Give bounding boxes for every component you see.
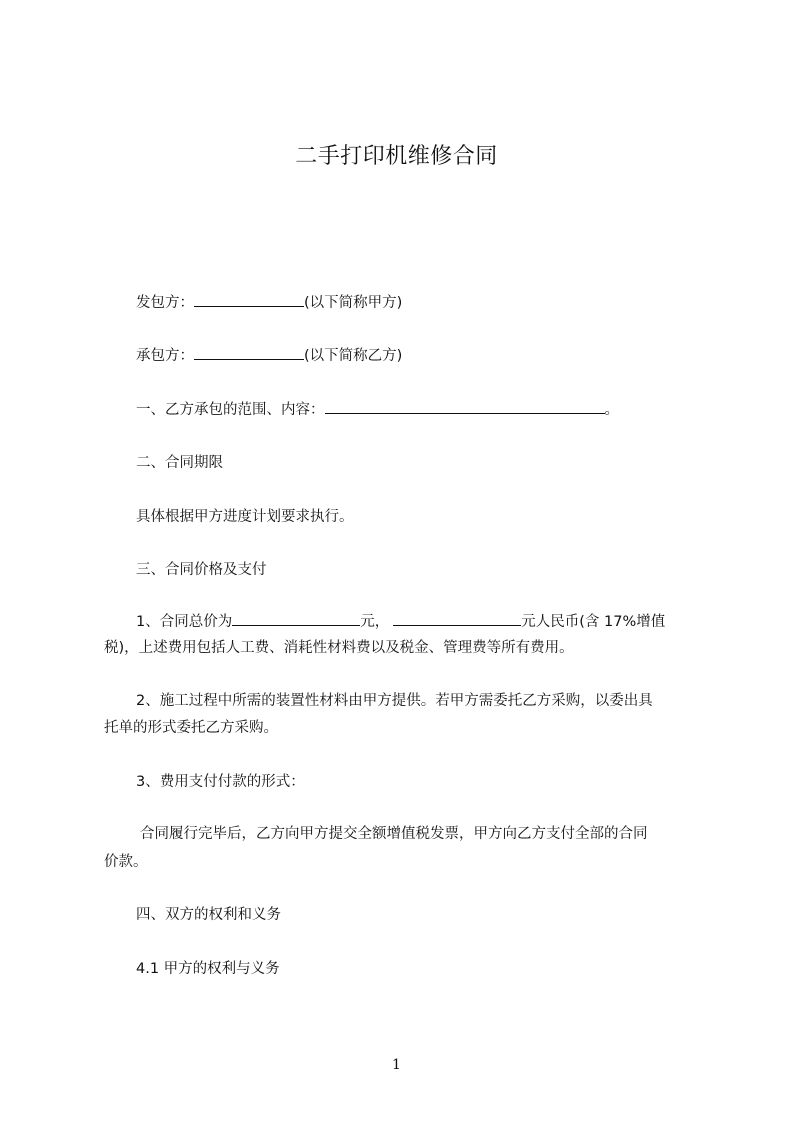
payment-line1: 合同履行完毕后，乙方向甲方提交全额增值税发票，甲方向乙方支付全部的合同	[140, 826, 648, 842]
section3-heading: 三、合同价格及支付	[136, 562, 267, 578]
item1-suffix: 元人民币(含 17%增值	[521, 614, 666, 630]
party-a-blank	[194, 292, 304, 307]
party-b-line	[136, 345, 402, 366]
party-b-blank	[194, 345, 304, 360]
section1-blank	[325, 399, 605, 414]
page-number: 1	[392, 1057, 401, 1073]
item1-prefix: 1、合同总价为	[136, 614, 233, 630]
item1-mid: 元，	[360, 614, 390, 630]
party-a-suffix: (以下简称甲方)	[304, 295, 403, 311]
section2-body: 具体根据甲方进度计划要求执行。	[136, 509, 354, 525]
section2-heading: 二、合同期限	[136, 455, 223, 471]
section3-item2-line1: 2、施工过程中所需的装置性材料由甲方提供。若甲方需委托乙方采购，以委出具	[136, 693, 653, 709]
section3-item1-line1	[136, 611, 665, 632]
party-b-suffix: (以下简称乙方)	[304, 348, 403, 364]
total-price-rmb-blank	[393, 611, 521, 626]
party-a-label: 发包方：	[136, 295, 194, 311]
section4-sub1: 4.1 甲方的权利与义务	[136, 961, 280, 977]
section3-item2-line2: 托单的形式委托乙方采购。	[104, 720, 278, 736]
section1-text: 一、乙方承包的范围、内容：	[136, 402, 325, 418]
total-price-blank	[232, 611, 360, 626]
payment-line2: 价款。	[104, 854, 148, 870]
section3-item1-line2: 税)，上述费用包括人工费、消耗性材料费以及税金、管理费等所有费用。	[104, 640, 574, 656]
party-a-line	[136, 292, 402, 313]
section1-end: 。	[604, 402, 619, 418]
party-b-label: 承包方：	[136, 348, 194, 364]
document-title: 二手打印机维修合同	[295, 144, 498, 169]
section3-item3: 3、费用支付付款的形式：	[136, 774, 305, 790]
section1-line	[136, 399, 619, 420]
section4-heading: 四、双方的权利和义务	[136, 907, 281, 923]
